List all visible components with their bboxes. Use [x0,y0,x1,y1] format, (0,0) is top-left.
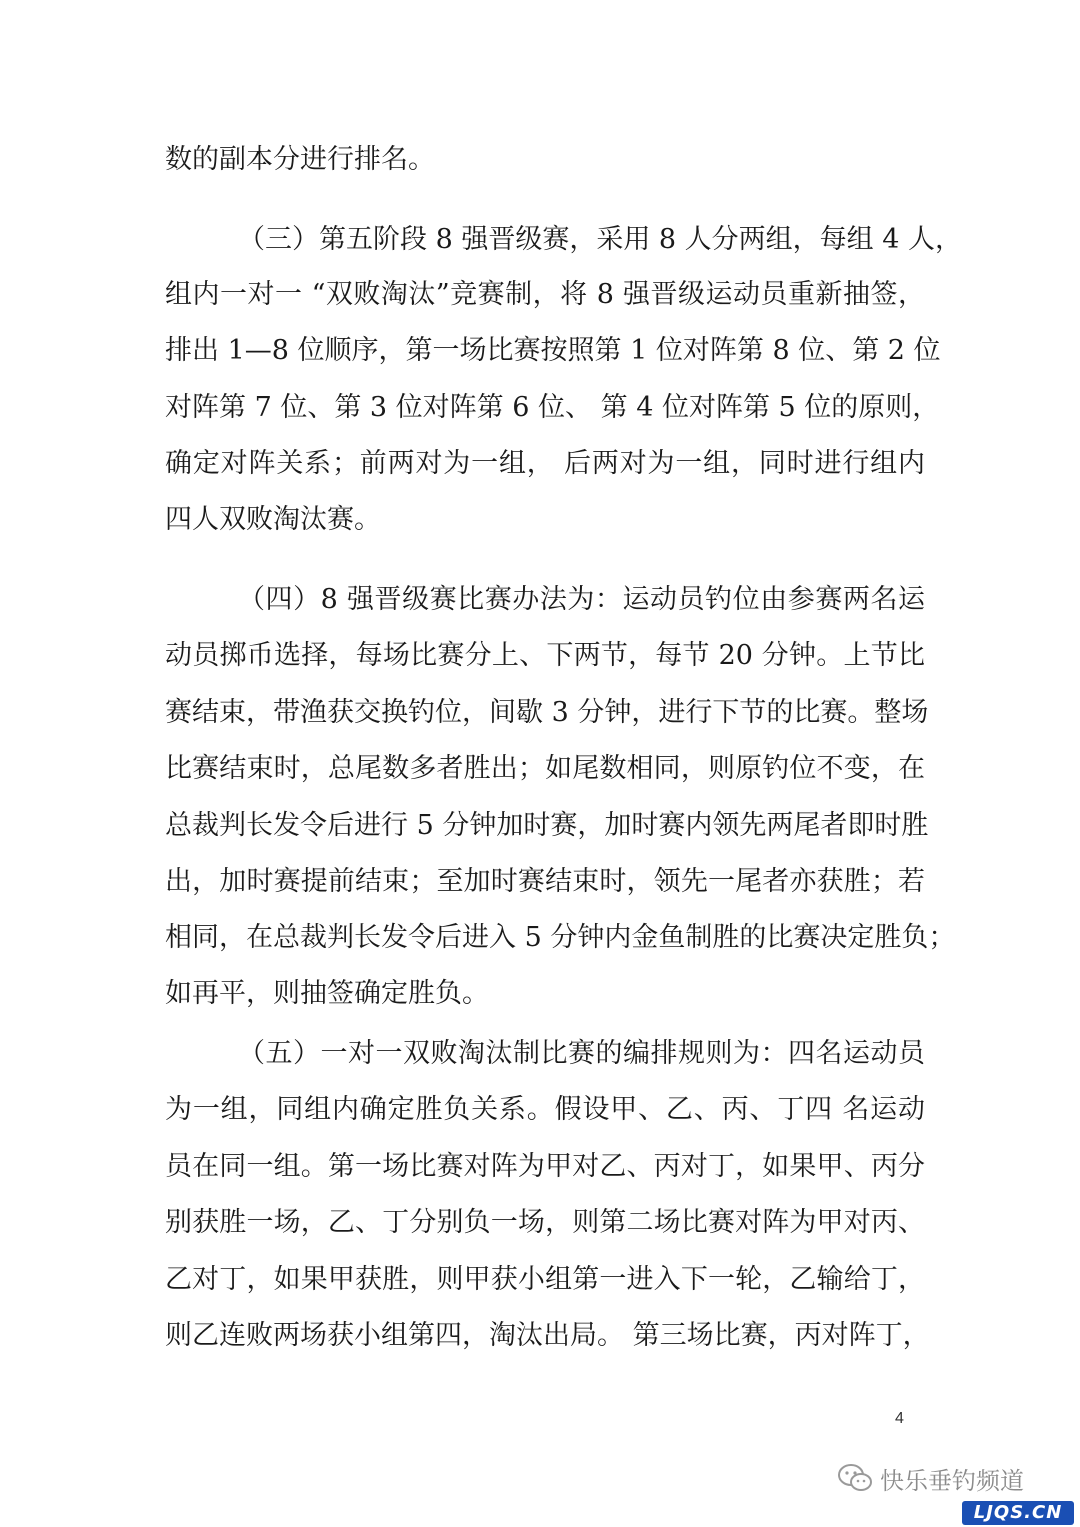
wechat-icon [838,1463,872,1493]
text-line: 组内一对一 “双败淘汰”竞赛制，将 8 强晋级运动员重新抽签， [165,279,925,310]
text-line: （四）8 强晋级赛比赛办法为：运动员钓位由参赛两名运 [238,584,925,615]
text-line: 排出 1—8 位顺序，第一场比赛按照第 1 位对阵第 8 位、第 2 位 [165,335,941,366]
text-line: 比赛结束时，总尾数多者胜出；如尾数相同，则原钓位不变，在 [165,753,925,784]
text-line: 别获胜一场，乙、丁分别负一场，则第二场比赛对阵为甲对丙、 [165,1207,925,1238]
page-number: 4 [895,1410,904,1427]
text-line: （三）第五阶段 8 强晋级赛，采用 8 人分两组，每组 4 人， [238,224,963,255]
text-line: 对阵第 7 位、第 3 位对阵第 6 位、 第 4 位对阵第 5 位的原则， [165,392,940,423]
text-line: 确定对阵关系；前两对为一组， 后两对为一组，同时进行组内 [165,448,925,479]
text-line: 数的副本分进行排名。 [165,144,435,175]
site-logo: LJQS.CN [962,1501,1074,1525]
text-line: 如再平，则抽签确定胜负。 [165,978,489,1009]
text-line: 四人双败淘汰赛。 [165,504,381,535]
text-line: 赛结束，带渔获交换钓位，间歇 3 分钟，进行下节的比赛。整场 [165,697,929,728]
watermark-text: 快乐垂钓频道 [880,1466,1024,1495]
text-line: 员在同一组。第一场比赛对阵为甲对乙、丙对丁，如果甲、丙分 [165,1151,925,1182]
text-line: 动员掷币选择，每场比赛分上、下两节，每节 20 分钟。上节比 [165,640,925,671]
text-line: 相同，在总裁判长发令后进入 5 分钟内金鱼制胜的比赛决定胜负； [165,922,956,953]
text-line: 为一组，同组内确定胜负关系。假设甲、乙、丙、丁四 名运动 [165,1094,925,1125]
watermark [838,1458,1024,1498]
text-line: 总裁判长发令后进行 5 分钟加时赛，加时赛内领先两尾者即时胜 [165,810,929,841]
text-line: 乙对丁，如果甲获胜，则甲获小组第一进入下一轮，乙输给丁， [165,1264,925,1295]
text-line: （五）一对一双败淘汰制比赛的编排规则为：四名运动员 [238,1038,925,1069]
text-line: 出，加时赛提前结束；至加时赛结束时，领先一尾者亦获胜；若 [165,866,925,897]
text-line: 则乙连败两场获小组第四，淘汰出局。 第三场比赛，丙对阵丁， [165,1320,930,1351]
